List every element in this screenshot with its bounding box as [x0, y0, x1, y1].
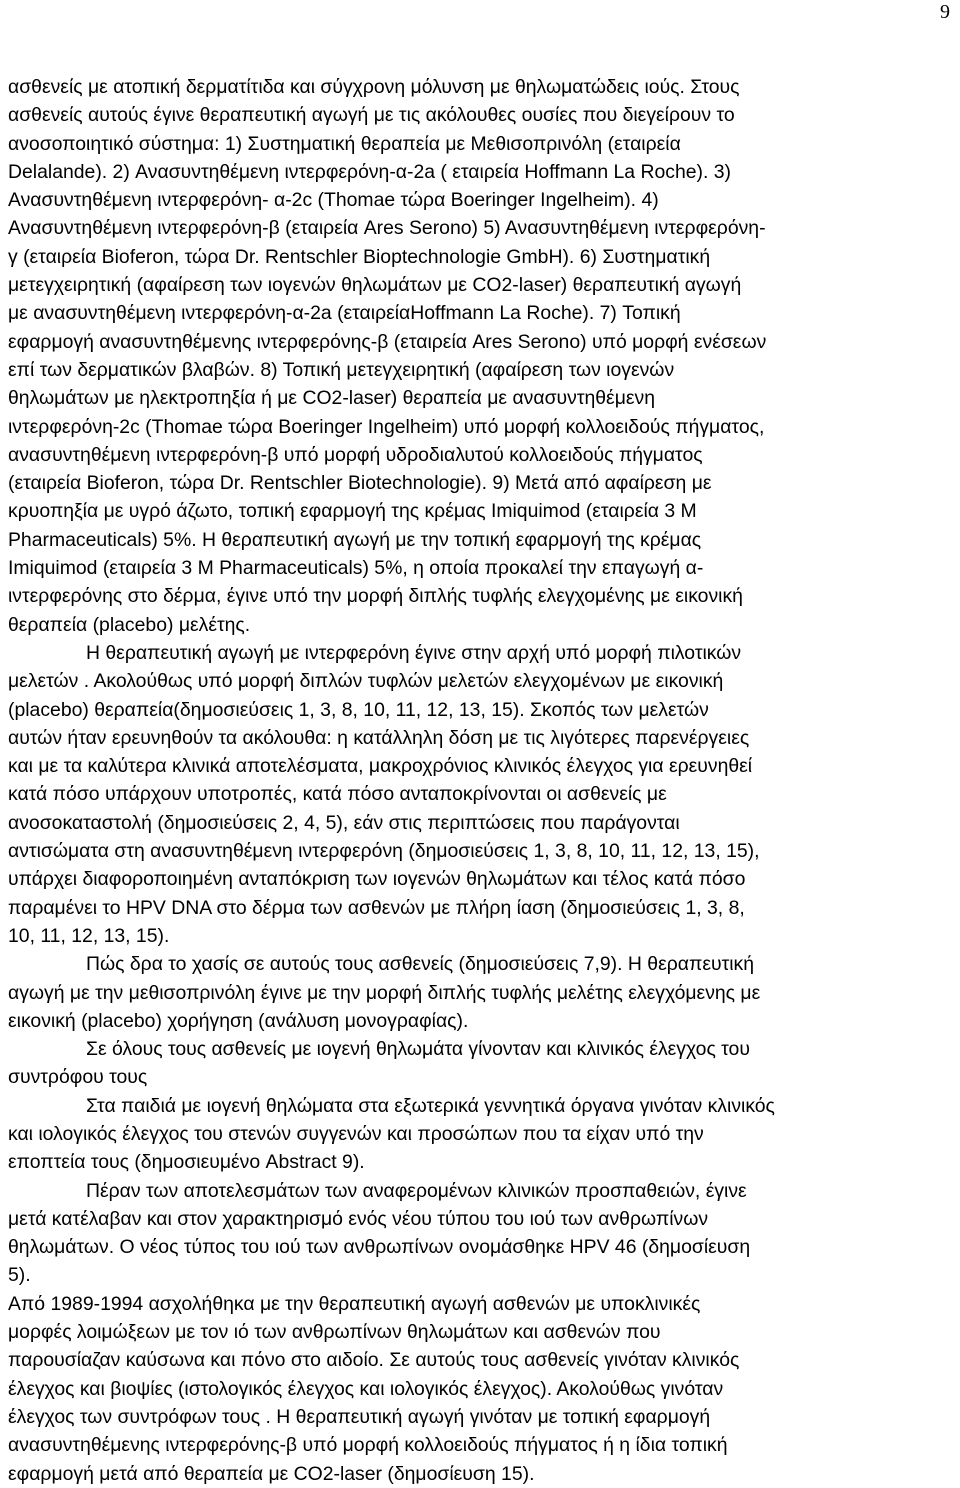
text-line: μελετών . Ακολούθως υπό μορφή διπλών τυφλών μελετών ελεγχομένων με εικονική [8, 670, 724, 693]
text-line: και ιολογικός έλεγχος του στενών συγγενών και προσώπων που τα είχαν υπό την [8, 1122, 704, 1145]
document-body [8, 73, 952, 1488]
text-line: Από 1989-1994 ασχολήθηκα με την θεραπευτική αγωγή ασθενών με υποκλινικές [8, 1292, 701, 1315]
text-line: με ανασυντηθέμενη ιντερφερόνη-α-2a (εταιρείαHoffmann La Roche). 7) Τοπική [8, 302, 681, 325]
text-line: ιντερφερόνη-2c (Thomae τώρα Boeringer Ingelheim) υπό μορφή κολλοειδούς πήγματος, [8, 415, 765, 438]
text-line: υπάρχει διαφοροποιημένη ανταπόκριση των ιογενών θηλωμάτων και τέλος κατά πόσο [8, 868, 746, 891]
text-line: Pharmaceuticals) 5%. Η θεραπευτική αγωγή με την τοπική εφαρμογή της κρέμας [8, 528, 702, 551]
text-line: εικονική (placebo) χορήγηση (ανάλυση μονογραφίας). [8, 1009, 469, 1032]
text-line: εποπτεία τους (δημοσιευμένο Abstract 9). [8, 1151, 365, 1174]
text-line: ανοσοποιητικό σύστημα: 1) Συστηματική θεραπεία με Μεθισοπρινόλη (εταιρεία [8, 132, 681, 155]
text-line: έλεγχος των συντρόφων τους . Η θεραπευτική αγωγή γινόταν με τοπική εφαρμογή [8, 1405, 711, 1428]
text-line: αγωγή με την μεθισοπρινόλη έγινε με την μορφή διπλής τυφλής μελέτης ελεγχόμενης με [8, 981, 761, 1004]
text-line: ανασυντηθέμενης ιντερφερόνης-β υπό μορφή κολλοειδούς πήγματος ή η ίδια τοπική [8, 1434, 728, 1457]
text-line: παραμένει το HPV DNA στο δέρμα των ασθενών με πλήρη ίαση (δημοσιεύσεις 1, 3, 8, [8, 896, 745, 919]
text-line: 10, 11, 12, 13, 15). [8, 924, 170, 947]
text-line: ανασυντηθέμενη ιντερφερόνη-β υπό μορφή υδροδιαλυτού κολλοειδούς πήγματος [8, 443, 703, 466]
text-line: εφαρμογή ανασυντηθέμενης ιντερφερόνης-β (εταιρεία Ares Serono) υπό μορφή ενέσεων [8, 330, 767, 353]
text-line: ανοσοκαταστολή (δημοσιεύσεις 2, 4, 5), εάν στις περιπτώσεις που παράγονται [8, 811, 680, 834]
text-line: ασθενείς με ατοπική δερματίτιδα και σύγχρονη μόλυνση με θηλωματώδεις ιούς. Στους [8, 76, 740, 98]
text-line: (εταιρεία Bioferon, τώρα Dr. Rentschler Biotechnologie). 9) Μετά από αφαίρεση με [8, 472, 712, 495]
text-line: ιντερφερόνης στο δέρμα, έγινε υπό την μορφή διπλής τυφλής ελεγχομένης με εικονική [8, 585, 743, 608]
text-line: ασθενείς αυτούς έγινε θεραπευτική αγωγή με τις ακόλουθες ουσίες που διεγείρουν το [8, 104, 735, 127]
text-line: Σε όλους τους ασθενείς με ιογενή θηλωμάτα γίνονταν και κλινικός έλεγχος του [86, 1038, 750, 1061]
text-line: επί των δερματικών βλαβών. 8) Τοπική μετεγχειρητική (αφαίρεση των ιογενών [8, 358, 675, 381]
text-line: Ανασυντηθέμενη ιντερφερόνη- α-2c (Thomae τώρα Boeringer Ingelheim). 4) [8, 189, 659, 212]
text-line: μετεγχειρητική (αφαίρεση των ιογενών θηλωμάτων με CO2-laser) θεραπευτική αγωγή [8, 274, 742, 297]
text-line: και με τα καλύτερα κλινικά αποτελέσματα, μακροχρόνιος κλινικός έλεγχος για ερευνηθεί [8, 755, 753, 778]
text-line: θηλωμάτων με ηλεκτροπηξία ή με CO2-laser) θεραπεία με ανασυντηθέμενη [8, 387, 656, 410]
text-line: γ (εταιρεία Bioferon, τώρα Dr. Rentschler Bioptechnologie GmbH). 6) Συστηματική [8, 245, 711, 268]
text-line: Delalande). 2) Ανασυντηθέμενη ιντερφερόνη-α-2a ( εταιρεία Hoffmann La Roche). 3) [8, 160, 731, 183]
text-line: εφαρμογή μετά από θεραπεία με CO2-laser (δημοσίευση 15). [8, 1462, 535, 1485]
text-line: θηλωμάτων. Ο νέος τύπος του ιού των ανθρωπίνων ονομάσθηκε HPV 46 (δημοσίευση [8, 1236, 751, 1259]
text-line: Στα παιδιά με ιογενή θηλώματα στα εξωτερικά γεννητικά όργανα γινόταν κλινικός [86, 1094, 775, 1117]
text-line: αυτών ήταν ερευνηθούν τα ακόλουθα: η κατάλληλη δόση με τις λιγότερες παρενέργειες [8, 726, 750, 749]
page-number: 9 [940, 1, 950, 23]
text-line: κατά πόσο υπάρχουν υποτροπές, κατά πόσο ανταποκρίνονται οι ασθενείς με [8, 783, 667, 806]
text-line: Ανασυντηθέμενη ιντερφερόνη-β (εταιρεία Ares Serono) 5) Ανασυντηθέμενη ιντερφερόνη- [8, 217, 766, 240]
text-line: κρυοπηξία με υγρό άζωτο, τοπική εφαρμογή της κρέμας Imiquimod (εταιρεία 3 M [8, 500, 697, 523]
text-line: έλεγχος και βιοψίες (ιστολογικός έλεγχος και ιολογικός έλεγχος). Ακολούθως γινόταν [8, 1377, 724, 1400]
text-line: Imiquimod (εταιρεία 3 M Pharmaceuticals) 5%, η οποία προκαλεί την επαγωγή α- [8, 557, 704, 580]
text-line: 5). [8, 1264, 31, 1287]
text-line: Πέραν των αποτελεσμάτων των αναφερομένων κλινικών προσπαθειών, έγινε [86, 1179, 747, 1202]
text-line: μορφές λοιμώξεων με τον ιό των ανθρωπίνων θηλωμάτων και ασθενών που [8, 1321, 661, 1344]
text-line: Πώς δρα το χασίς σε αυτούς τους ασθενείς (δημοσιεύσεις 7,9). Η θεραπευτική [86, 953, 755, 976]
text-line: συντρόφου τους [8, 1066, 148, 1089]
text-line: μετά κατέλαβαν και στον χαρακτηρισμό ενός νέου τύπου του ιού των ανθρωπίνων [8, 1207, 709, 1230]
text-line: θεραπεία (placebo) μελέτης. [8, 613, 251, 636]
text-line: παρουσίαζαν καύσωνα και πόνο στο αιδοίο. Σε αυτούς τους ασθενείς γινόταν κλινικός [8, 1349, 740, 1372]
text-line: αντισώματα στη ανασυντηθέμενη ιντερφερόνη (δημοσιεύσεις 1, 3, 8, 10, 11, 12, 13, 15), [8, 840, 760, 863]
text-line: Η θεραπευτική αγωγή με ιντερφερόνη έγινε στην αρχή υπό μορφή πιλοτικών [86, 641, 742, 664]
text-line: (placebo) θεραπεία(δημοσιεύσεις 1, 3, 8, 10, 11, 12, 13, 15). Σκοπός των μελετών [8, 698, 709, 721]
